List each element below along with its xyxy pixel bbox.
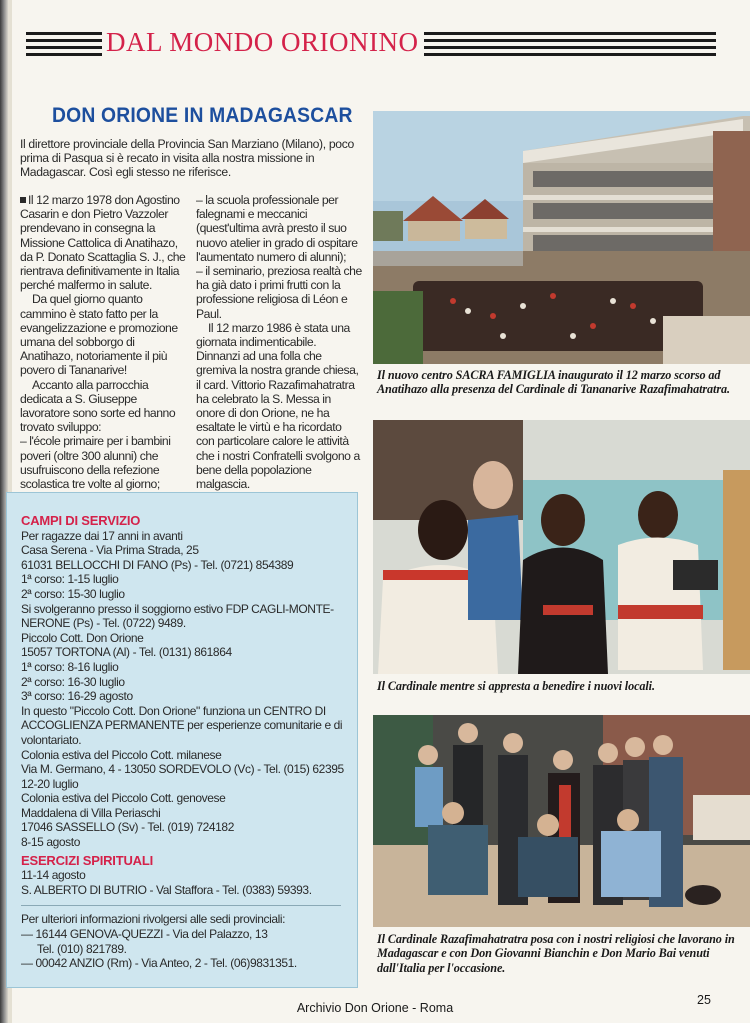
header-rule — [424, 53, 716, 56]
article-title: DON ORIONE IN MADAGASCAR — [52, 104, 353, 127]
photo3-caption: Il Cardinale Razafimahatratra posa con i nostri religiosi che lavorano in Madagascar e con Don Giovanni Bianchin e Don Mario Bai venuti dall'Italia per l'occasione. — [377, 932, 735, 975]
info-line: 12-20 luglio — [21, 776, 79, 791]
article-column-2 — [196, 193, 362, 491]
info-line: Colonia estiva del Piccolo Cott. genovese — [21, 791, 226, 806]
photo-cardinal-blessing — [373, 420, 750, 674]
campi-title: CAMPI DI SERVIZIO — [21, 513, 141, 528]
info-paragraph: In questo "Piccolo Cott. Don Orione" funziona un CENTRO DI ACCOGLIENZA PERMANENTE per esperienze comunitarie e di volontariato. — [21, 703, 343, 747]
info-line: 2ª corso: 15-30 luglio — [21, 586, 125, 601]
esercizi-title: ESERCIZI SPIRITUALI — [21, 852, 153, 868]
info-line: — 16144 GENOVA-QUEZZI - Via del Palazzo, 13 — [21, 927, 268, 942]
info-line: Per ragazze dai 17 anni in avanti — [21, 528, 183, 543]
header-rule — [424, 46, 716, 49]
header-rule — [424, 32, 716, 35]
info-line: 15057 TORTONA (Al) - Tel. (0131) 861864 — [21, 645, 232, 660]
article-column-1 — [20, 193, 188, 491]
photo2-caption: Il Cardinale mentre si appresta a benedire i nuovi locali. — [377, 679, 655, 693]
header-rule — [26, 46, 102, 49]
paragraph: Il 12 marzo 1986 è stata una giornata indimenticabile. Dinnanzi ad una folla che gremiva la nostra grande chiesa, il card. Vittorio Razafimahatratra ha celebrato la S. Messa in onore di don Orione, ne ha esaltate le virtù e ha ricordato con particolare calore le attività che i nostri Confratelli svolgono a bene della popolazione malgascia. — [196, 320, 360, 492]
bullet-square-icon — [20, 197, 26, 203]
paragraph: – l'école primaire per i bambini poveri (oltre 300 alunni) che usufruiscono della refezione scolastica tre volte al giorno; — [20, 434, 171, 492]
info-line: S. ALBERTO DI BUTRIO - Val Staffora - Tel. (0383) 59393. — [21, 882, 312, 897]
info-box-content — [21, 514, 355, 971]
info-line: 61031 BELLOCCHI DI FANO (Ps) - Tel. (0721) 854389 — [21, 557, 294, 572]
section-header — [26, 26, 716, 60]
header-rule — [424, 39, 716, 42]
header-rule — [26, 39, 102, 42]
photo1-caption: Il nuovo centro SACRA FAMIGLIA inaugurato il 12 marzo scorso ad Anatihazo alla presenza del Cardinale di Tananarive Razafimahatratra. — [377, 368, 730, 397]
info-line: 8-15 agosto — [21, 835, 80, 850]
info-line: Maddalena di Villa Periaschi — [21, 805, 161, 820]
photo-group-portrait — [373, 715, 750, 927]
paragraph: – il seminario, preziosa realtà che ha già dato i primi frutti con la professione religiosa di Léon e Paul. — [196, 264, 362, 321]
info-line: 2ª corso: 16-30 luglio — [21, 674, 125, 689]
paragraph: Il 12 marzo 1978 don Agostino Casarin e don Pietro Vazzoler prendevano in consegna la Missione Cattolica di Anatihazo, da P. Donato Scattaglia S. J., che rientrava definitivamente in Italia perché malfermo in salute. — [20, 193, 186, 293]
info-line: 17046 SASSELLO (Sv) - Tel. (019) 724182 — [21, 820, 234, 835]
article-intro: Il direttore provinciale della Provincia San Marziano (Milano), poco prima di Pasqua si è recato in visita alla nostra missione in Madagascar. Così egli stesso ne riferisce. — [20, 137, 354, 179]
header-rule — [26, 53, 102, 56]
info-line: 1ª corso: 1-15 luglio — [21, 572, 119, 587]
photo-building-inauguration — [373, 111, 750, 364]
paragraph: Da quel giorno quanto cammino è stato fatto per la evangelizzazione e promozione umana del sobborgo di Anatihazo, notoriamente il più povero di Tananarive! — [20, 292, 178, 378]
info-line: Tel. (010) 821789. — [37, 941, 127, 956]
page-number: 25 — [697, 993, 711, 1007]
info-line: Via M. Germano, 4 - 13050 SORDEVOLO (Vc) - Tel. (015) 62395 — [21, 762, 344, 777]
section-title: DAL MONDO ORIONINO — [106, 27, 419, 57]
info-line: Per ulteriori informazioni rivolgersi alle sedi provinciali: — [21, 912, 286, 927]
archive-footer: Archivio Don Orione - Roma — [296, 1001, 454, 1015]
info-line: 3ª corso: 16-29 agosto — [21, 689, 133, 704]
info-line: Casa Serena - Via Prima Strada, 25 — [21, 543, 199, 558]
paragraph: – la scuola professionale per falegnami e meccanici (quest'ultima avrà presto il suo nuovo atelier in grado di ospitare l'aumentato numero di alunni); — [196, 193, 358, 264]
info-paragraph: Si svolgeranno presso il soggiorno estivo FDP CAGLI-MONTE-NERONE (Ps) - Tel. (0722) 9489. — [21, 601, 334, 631]
info-line: 1ª corso: 8-16 luglio — [21, 659, 119, 674]
info-line: 11-14 agosto — [21, 868, 86, 883]
header-rule — [26, 32, 102, 35]
paragraph: Accanto alla parrocchia dedicata a S. Giuseppe lavoratore sono sorte ed hanno trovato sviluppo: — [20, 377, 176, 435]
info-box — [6, 492, 358, 988]
info-line: Piccolo Cott. Don Orione — [21, 630, 144, 645]
info-line: — 00042 ANZIO (Rm) - Via Anteo, 2 - Tel. (06)9831351. — [21, 956, 297, 971]
info-line: Colonia estiva del Piccolo Cott. milanese — [21, 747, 222, 762]
divider — [21, 905, 341, 906]
